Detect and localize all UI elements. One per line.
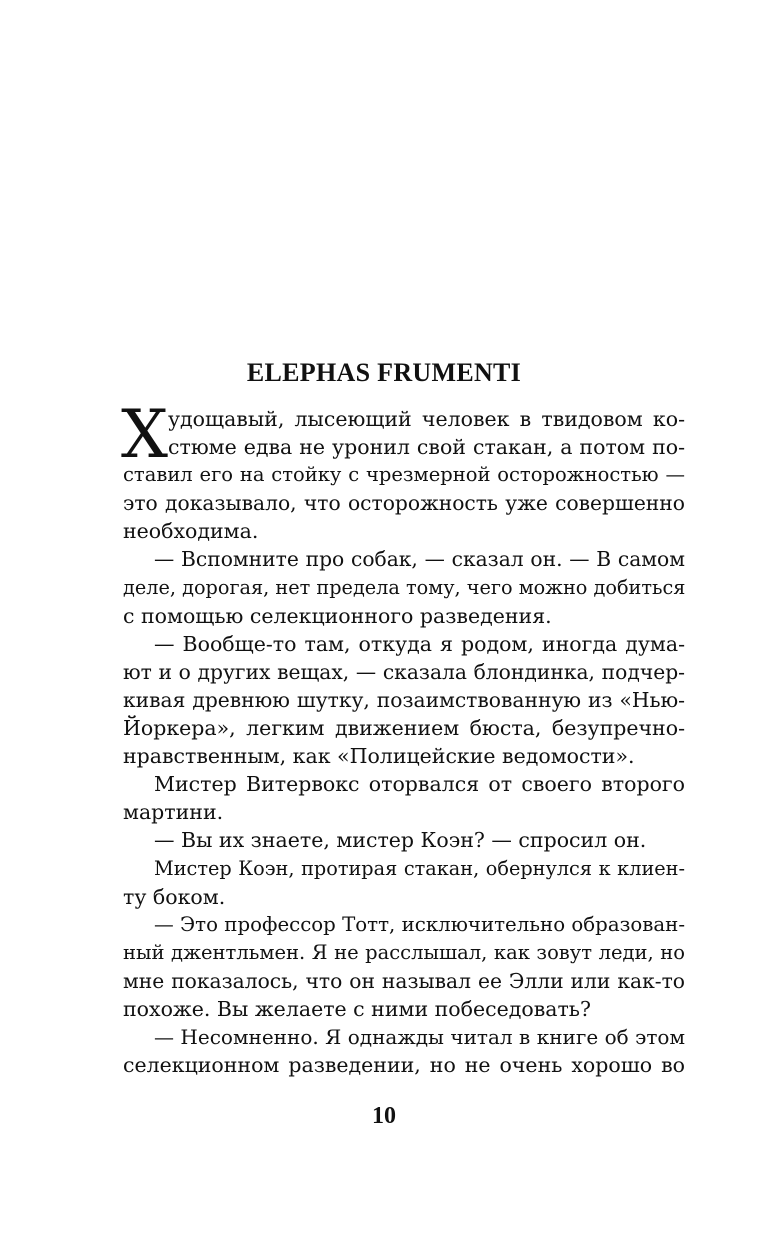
text-line: селекционном разведении, но не очень хорошо во xyxy=(123,1053,685,1078)
text-line: ют и о других вещах, — сказала блондинка, подчер- xyxy=(123,659,685,684)
text-line: — Несомненно. Я однажды читал в книге об этом xyxy=(154,1025,685,1050)
text-line: — Вспомните про собак, — сказал он. — В самом xyxy=(154,547,685,572)
drop-cap: Х xyxy=(121,396,168,473)
text-line: похоже. Вы желаете с ними побеседовать? xyxy=(123,996,591,1021)
text-line: необходима. xyxy=(123,519,259,544)
text-line: нравственным, как «Полицейские ведомости». xyxy=(123,744,635,769)
text-line: с помощью селекционного разведения. xyxy=(123,603,552,628)
text-line: это доказывало, что осторожность уже совершенно xyxy=(123,491,685,516)
text-line: кивая древнюю шутку, позаимствованную из «Нью- xyxy=(123,687,685,712)
text-line: мартини. xyxy=(123,800,224,825)
text-line: Йоркера», легким движением бюста, безупречно- xyxy=(123,716,685,741)
text-line: — Вы их знаете, мистер Коэн? — спросил он. xyxy=(154,828,647,853)
text-line: Мистер Коэн, протирая стакан, обернулся к клиен- xyxy=(154,856,685,880)
text-line: деле, дорогая, нет предела тому, чего можно добиться xyxy=(123,575,686,599)
text-line: ный джентльмен. Я не расслышал, как зовут леди, но xyxy=(123,940,685,964)
chapter-title: ELEPHAS FRUMENTI xyxy=(246,358,522,387)
text-line: ту боком. xyxy=(123,884,226,909)
body-text xyxy=(121,396,686,1079)
text-line: — Это профессор Тотт, исключительно образован- xyxy=(154,912,685,936)
text-line: Мистер Витервокс оторвался от своего второго xyxy=(154,772,685,797)
text-line: мне показалось, что он называл ее Элли или как-то xyxy=(123,968,685,993)
text-line: стюме едва не уронил свой стакан, а потом по- xyxy=(168,435,685,460)
text-line: удощавый, лысеющий человек в твидовом ко- xyxy=(168,407,685,431)
text-line: ставил его на стойку с чрезмерной осторожностью — xyxy=(123,463,685,487)
page-number: 10 xyxy=(372,1103,396,1129)
text-line: — Вообще-то там, откуда я родом, иногда дума- xyxy=(154,631,685,656)
